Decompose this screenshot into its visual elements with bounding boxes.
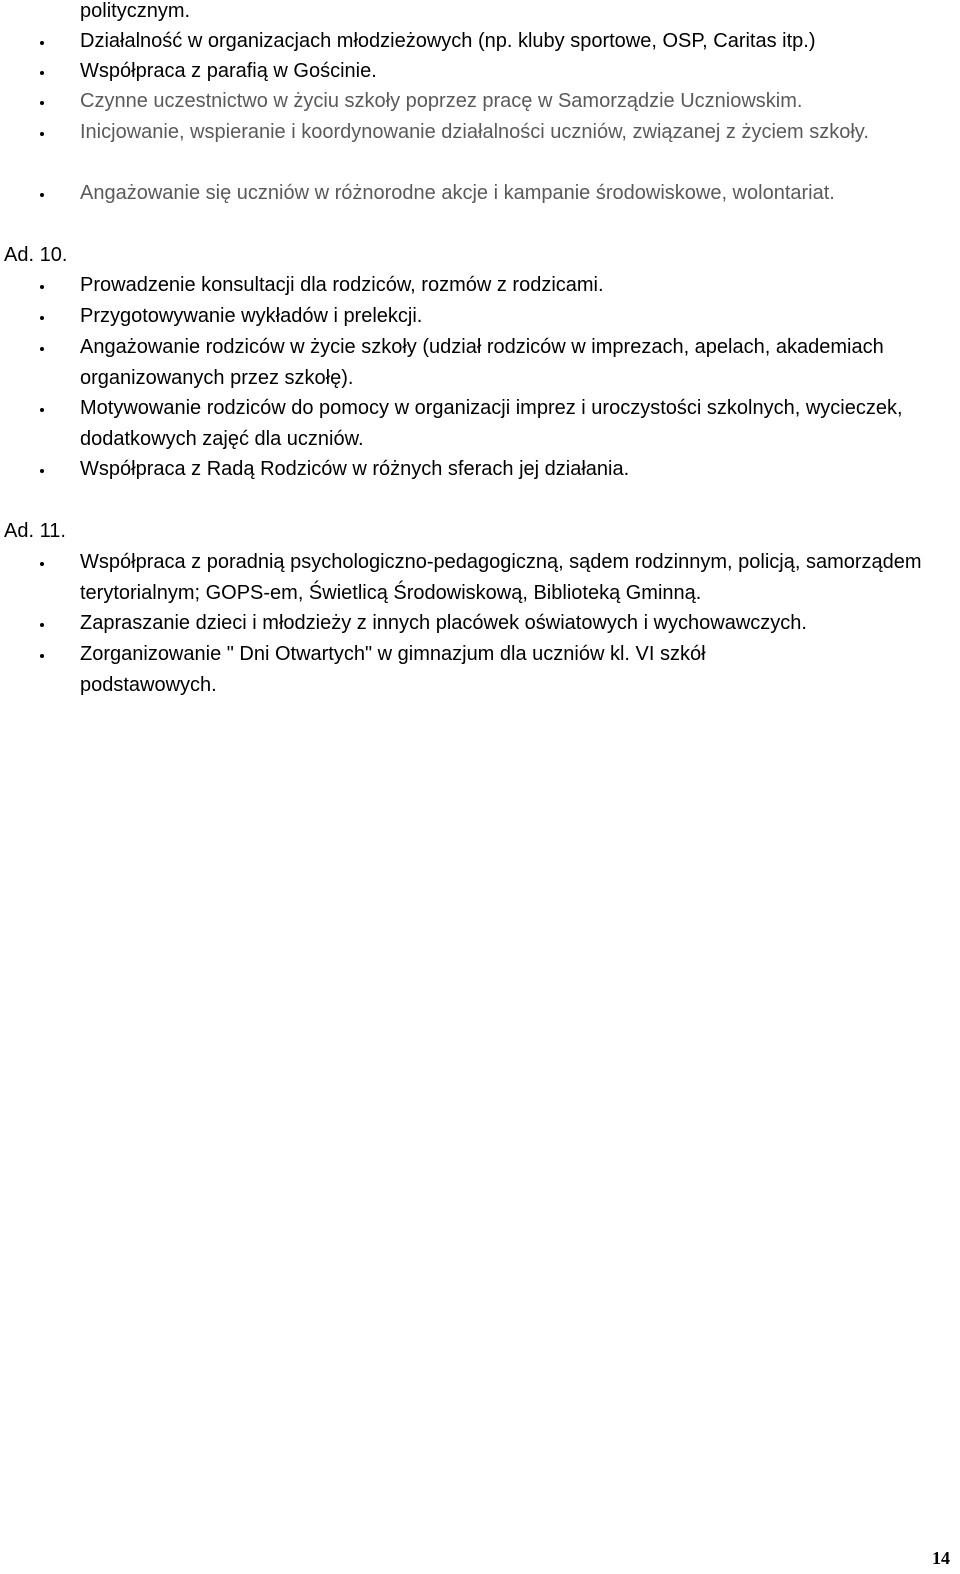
list-item: Działalność w organizacjach młodzieżowych (np. kluby sportowe, OSP, Caritas itp.) [80,30,816,52]
bullet-icon [40,469,44,473]
list-item: Angażowanie rodziców w życie szkoły (udział rodziców w imprezach, apelach, akademiach organizowanych przez szkołę). [80,336,884,389]
list-item: Współpraca z parafią w Gościnie. [80,60,377,82]
list-item: Zorganizowanie " Dni Otwartych" w gimnazjum dla uczniów kl. VI szkół podstawowych. [80,643,706,696]
list-item: Motywowanie rodziców do pomocy w organizacji imprez i uroczystości szkolnych, wycieczek, dodatkowych zajęć dla uczniów. [80,397,903,450]
bullet-icon [40,654,44,658]
bullet-icon [40,562,44,566]
bullet-icon [40,316,44,320]
list-item: Czynne uczestnictwo w życiu szkoły poprzez pracę w Samorządzie Uczniowskim. [80,90,803,112]
bullet-icon [40,132,44,136]
list-item: Przygotowywanie wykładów i prelekcji. [80,305,423,327]
continuation-text: politycznym. [80,0,191,22]
bullet-icon [40,347,44,351]
bullet-icon [40,408,44,412]
list-item: Współpraca z Radą Rodziców w różnych sferach jej działania. [80,458,630,480]
list-item: Współpraca z poradnią psychologiczno-pedagogiczną, sądem rodzinnym, policją, samorządem terytorialnym; GOPS-em, Świetlicą Środowiskową, Biblioteką Gminną. [80,551,922,604]
section-heading-10: Ad. 10. [4,244,68,266]
list-item: Inicjowanie, wspieranie i koordynowanie działalności uczniów, związanej z życiem szkoły. [80,121,869,143]
bullet-icon [40,193,44,197]
bullet-icon [40,71,44,75]
list-item: Prowadzenie konsultacji dla rodziców, rozmów z rodzicami. [80,274,604,296]
list-item: Angażowanie się uczniów w różnorodne akcje i kampanie środowiskowe, wolontariat. [80,182,835,204]
section-heading-11: Ad. 11. [4,520,66,542]
bullet-icon [40,285,44,289]
list-item: Zapraszanie dzieci i młodzieży z innych placówek oświatowych i wychowawczych. [80,612,807,634]
page-number: 14 [932,1548,950,1568]
bullet-icon [40,623,44,627]
bullet-icon [40,41,44,45]
bullet-icon [40,101,44,105]
